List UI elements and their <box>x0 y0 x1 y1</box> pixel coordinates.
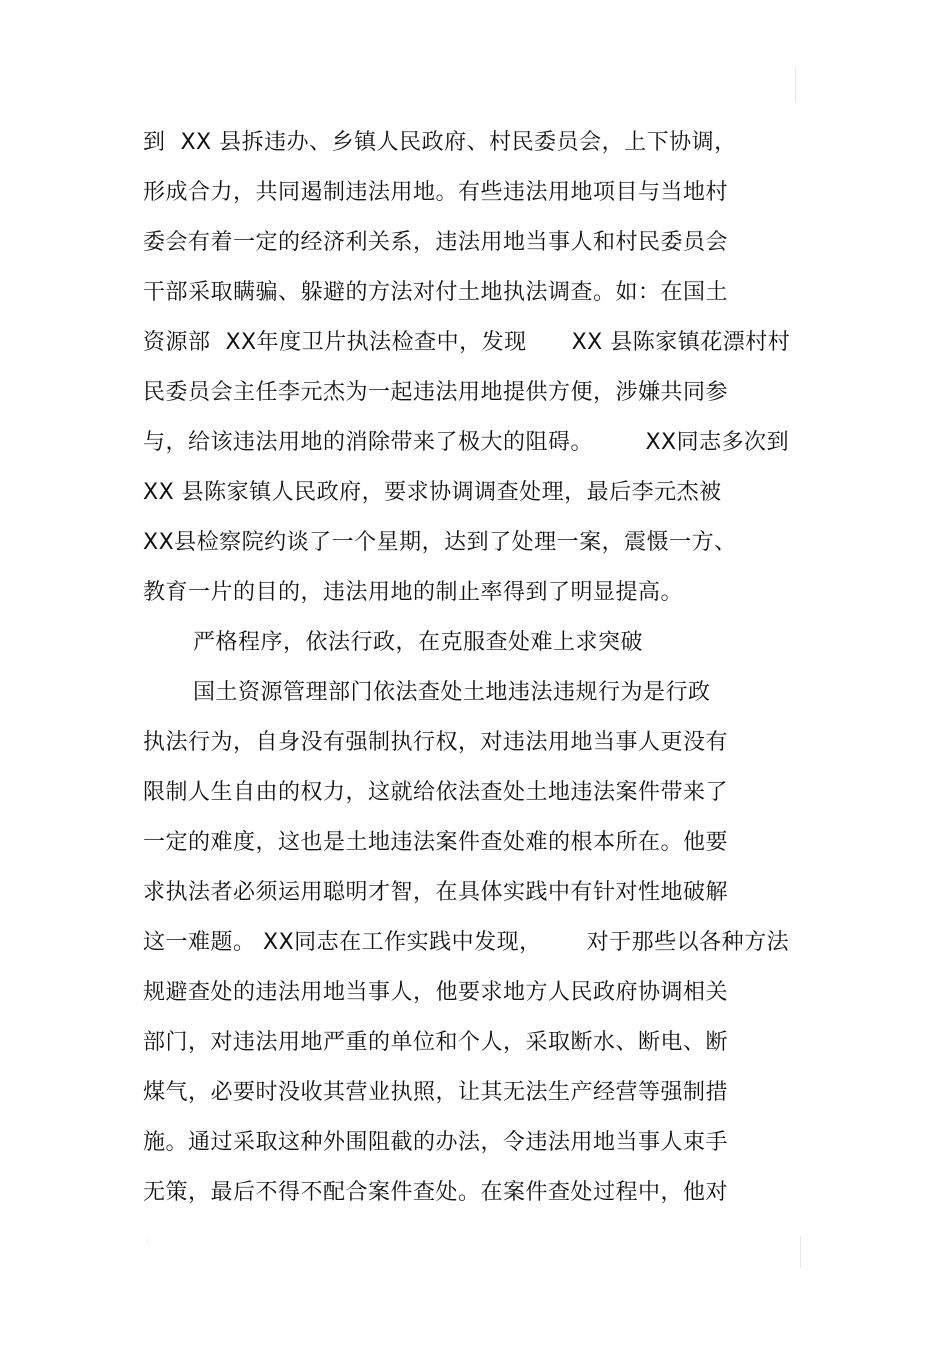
text-line: 民委员会主任李元杰为一起违法用地提供方便，涉嫌共同参 <box>143 380 729 405</box>
paragraph-start-line: 国土资源管理部门依法查处土地违法违规行为是行政 <box>193 680 711 705</box>
text-line: 这一难题。 XX同志在工作实践中发现， 对于那些以各种方法 <box>143 930 790 955</box>
text-line: XX 县陈家镇人民政府，要求协调调查处理，最后李元杰被 <box>143 480 722 505</box>
text-line: 部门，对违法用地严重的单位和个人，采取断水、断电、断 <box>143 1030 729 1055</box>
text-line: 求执法者必须运用聪明才智，在具体实践中有针对性地破解 <box>143 880 729 905</box>
text-line: 一定的难度，这也是土地违法案件查处难的根本所在。他要 <box>143 830 729 855</box>
body-text <box>143 118 803 1218</box>
page-edge-mark-top <box>795 68 796 102</box>
page-corner-mark <box>147 1238 148 1244</box>
text-line: 煤气，必要时没收其营业执照，让其无法生产经营等强制措 <box>143 1080 729 1105</box>
text-line: 限制人生自由的权力，这就给依法查处土地违法案件带来了 <box>143 780 729 805</box>
text-line: 规避查处的违法用地当事人，他要求地方人民政府协调相关 <box>143 980 729 1005</box>
text-line: 与，给该违法用地的消除带来了极大的阻碍。 XX同志多次到 <box>143 430 790 455</box>
text-line: 委会有着一定的经济利关系，违法用地当事人和村民委员会 <box>143 230 729 255</box>
text-line: 干部采取瞒骗、躲避的方法对付土地执法调查。如：在国土 <box>143 280 729 305</box>
text-line: XX县检察院约谈了一个星期，达到了处理一案，震慑一方、 <box>143 530 737 555</box>
text-line: 资源部 XX年度卫片执法检查中，发现 XX 县陈家镇花漂村村 <box>143 330 791 355</box>
text-line: 到 XX 县拆违办、乡镇人民政府、村民委员会，上下协调， <box>143 130 737 155</box>
text-line: 施。通过采取这种外围阻截的办法，令违法用地当事人束手 <box>143 1130 729 1155</box>
page-edge-mark-bottom <box>800 1236 801 1268</box>
section-heading: 严格程序，依法行政，在克服查处难上求突破 <box>193 630 644 655</box>
text-line: 无策，最后不得不配合案件查处。在案件查处过程中，他对 <box>143 1180 729 1205</box>
text-line: 形成合力，共同遏制违法用地。有些违法用地项目与当地村 <box>143 180 729 205</box>
text-line: 执法行为，自身没有强制执行权，对违法用地当事人更没有 <box>143 730 729 755</box>
text-line: 教育一片的目的，违法用地的制止率得到了明显提高。 <box>143 580 684 605</box>
